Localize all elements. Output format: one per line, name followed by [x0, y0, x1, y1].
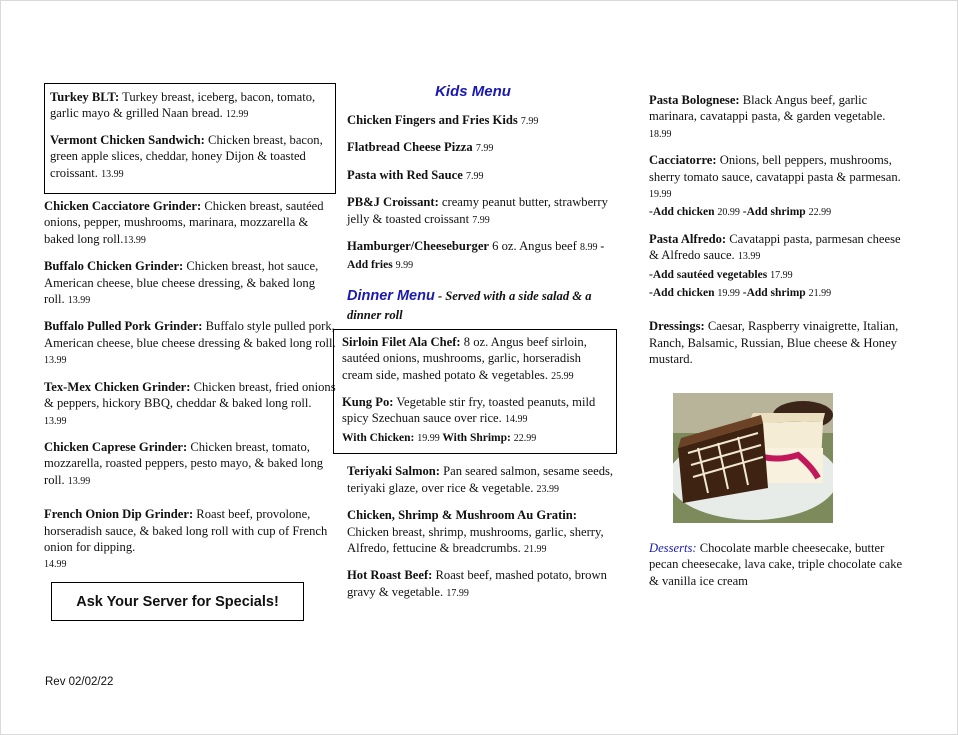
- revision-date: Rev 02/02/22: [45, 676, 114, 688]
- dinner-menu-subtitle: - Served with a side salad & a dinner roll: [347, 288, 592, 322]
- right-column: [649, 92, 905, 598]
- menu-item-alfredo: Pasta Alfredo: Cavatappi pasta, parmesan cheese & Alfredo sauce. 13.99 -Add sautéed vegetables 17.99 -Add chicken 19.99 -Add shrimp 21.99: [649, 231, 901, 300]
- menu-item-kids-pizza: Flatbread Cheese Pizza 7.99: [347, 140, 494, 155]
- menu-item-dressings: Dressings: Caesar, Raspberry vinaigrette, Italian, Ranch, Balsamic, Russian, Blue cheese & Honey mustard.: [649, 319, 899, 367]
- menu-item-hot-roast-beef: Hot Roast Beef: Roast beef, mashed potato, brown gravy & vegetable. 17.99: [347, 568, 607, 599]
- dinner-box: [333, 329, 617, 454]
- menu-item-cacciatorre: Cacciatorre: Onions, bell peppers, mushrooms, sherry tomato sauce, cavatappi pasta & parmesan. 19.99 -Add chicken 20.99 -Add shrimp 22.99: [649, 153, 901, 219]
- menu-item-texmex-grinder: Tex-Mex Chicken Grinder: Chicken breast, fried onions & peppers, hickory BBQ, cheddar & baked long roll. 13.99: [44, 379, 336, 427]
- menu-item-sirloin: Sirloin Filet Ala Chef: 8 oz. Angus beef sirloin, sautéed onions, mushrooms, garlic, horseradish cream side, mashed potato & vegetables. 25.99: [342, 334, 587, 382]
- menu-item-vermont-chicken: Vermont Chicken Sandwich: Chicken breast, bacon, green apple slices, cheddar, honey Dijon & toasted croissant. 13.99: [50, 132, 323, 180]
- menu-item-caprese-grinder: Chicken Caprese Grinder: Chicken breast, tomato, mozzarella, roasted peppers, pesto mayo, & baked long roll. 13.99: [44, 439, 324, 487]
- dinner-menu-title: Dinner Menu: [347, 287, 435, 304]
- middle-column: [342, 83, 619, 611]
- kids-menu-title: Kids Menu: [435, 83, 511, 100]
- menu-item-au-gratin: Chicken, Shrimp & Mushroom Au Gratin: Chicken breast, shrimp, mushrooms, garlic, sherry, Alfredo, fettucine & breadcrumbs. 21.99: [347, 508, 604, 555]
- sandwich-box: [44, 83, 336, 194]
- menu-item-kids-fingers: Chicken Fingers and Fries Kids 7.99: [347, 113, 539, 127]
- menu-item-kids-pasta: Pasta with Red Sauce 7.99: [347, 167, 484, 182]
- menu-item-turkey-blt: Turkey BLT: Turkey breast, iceberg, bacon, tomato, garlic mayo & grilled Naan bread. 12.99: [50, 90, 316, 121]
- menu-item-french-onion-grinder: French Onion Dip Grinder: Roast beef, provolone, horseradish sauce, & baked long roll with cup of French onion for dipping. 14.99: [44, 507, 328, 571]
- menu-item-teriyaki-salmon: Teriyaki Salmon: Pan seared salmon, sesame seeds, teriyaki glaze, over rice & vegetable. 23.99: [347, 464, 614, 495]
- menu-item-kids-burger: Hamburger/Cheeseburger 6 oz. Angus beef 8.99 -Add fries 9.99: [347, 239, 605, 272]
- menu-item-kung-po: Kung Po: Vegetable stir fry, toasted peanuts, mild spicy Szechuan sauce over rice. 14.99 With Chicken: 19.99 With Shrimp: 22.99: [342, 395, 596, 444]
- menu-item-buffalo-chicken-grinder: Buffalo Chicken Grinder: Chicken breast, hot sauce, American cheese, blue cheese dressing, & baked long roll. 13.99: [44, 259, 319, 307]
- dessert-photo: [673, 393, 833, 523]
- menu-item-desserts: Desserts: Chocolate marble cheesecake, butter pecan cheesecake, lava cake, triple chocolate cake & vanilla ice cream: [649, 540, 903, 588]
- left-column: [44, 83, 336, 583]
- menu-item-buffalo-pork-grinder: Buffalo Pulled Pork Grinder: Buffalo style pulled pork, American cheese, blue cheese dressing & baked long roll. 13.99: [44, 319, 336, 367]
- menu-item-chicken-cacciatore-grinder: Chicken Cacciatore Grinder: Chicken breast, sautéed onions, pepper, mushrooms, marinara, mozzarella & baked long roll.13.99: [44, 199, 324, 246]
- specials-box: Ask Your Server for Specials!: [51, 582, 304, 621]
- dinner-menu-header: [347, 287, 619, 325]
- menu-item-kids-pbj: PB&J Croissant: creamy peanut butter, strawberry jelly & toasted croissant 7.99: [347, 195, 608, 226]
- menu-item-bolognese: Pasta Bolognese: Black Angus beef, garlic marinara, cavatappi pasta, & garden vegetable. 18.99: [649, 93, 886, 140]
